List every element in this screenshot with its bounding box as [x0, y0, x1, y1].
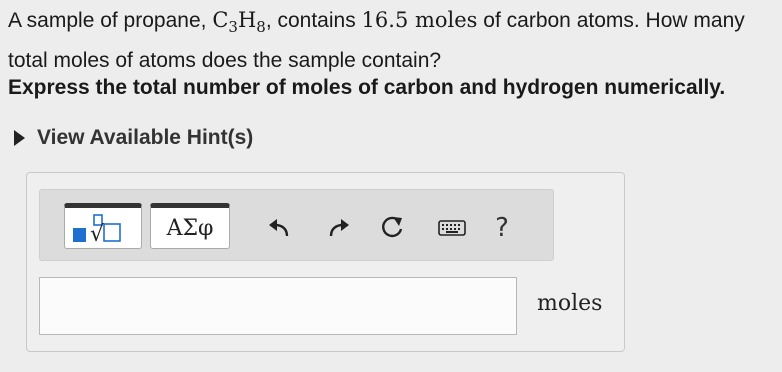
hint-label: View Available Hint(s) — [37, 126, 254, 149]
carbon-quantity: 16.5 moles — [361, 8, 478, 32]
formula-hydrogen: H — [237, 8, 257, 32]
expand-triangle-icon — [14, 130, 25, 146]
svg-text:√: √ — [90, 222, 105, 245]
propane-formula — [212, 8, 266, 37]
question-part-1: A sample of propane, — [8, 9, 213, 32]
undo-button[interactable] — [264, 214, 294, 242]
reset-icon — [379, 215, 405, 241]
answer-panel — [26, 172, 625, 352]
undo-icon — [267, 217, 291, 239]
question-text — [8, 4, 774, 77]
reset-button[interactable] — [377, 214, 407, 242]
templates-button[interactable] — [64, 203, 142, 249]
formula-carbon: C — [212, 8, 229, 32]
greek-symbols-button[interactable]: ΑΣφ — [150, 203, 230, 249]
keyboard-button[interactable] — [437, 214, 467, 242]
view-hints-toggle[interactable] — [14, 126, 253, 150]
question-part-2: , contains — [265, 9, 362, 32]
redo-button[interactable] — [324, 214, 354, 242]
keyboard-icon — [438, 219, 466, 237]
carbon-subscript: 3 — [228, 18, 238, 37]
help-icon[interactable]: ? — [495, 213, 509, 243]
answer-input[interactable] — [39, 277, 517, 335]
math-toolbar — [39, 189, 554, 261]
redo-icon — [327, 217, 351, 239]
units-label: moles — [537, 291, 603, 316]
hydrogen-subscript: 8 — [256, 18, 266, 37]
answer-instruction: Express the total number of moles of carbon and hydrogen numerically. — [8, 76, 726, 99]
templates-icon — [71, 211, 135, 245]
question-part-3: of carbon atoms. How many total moles of atoms does the sample contain? — [8, 9, 745, 73]
